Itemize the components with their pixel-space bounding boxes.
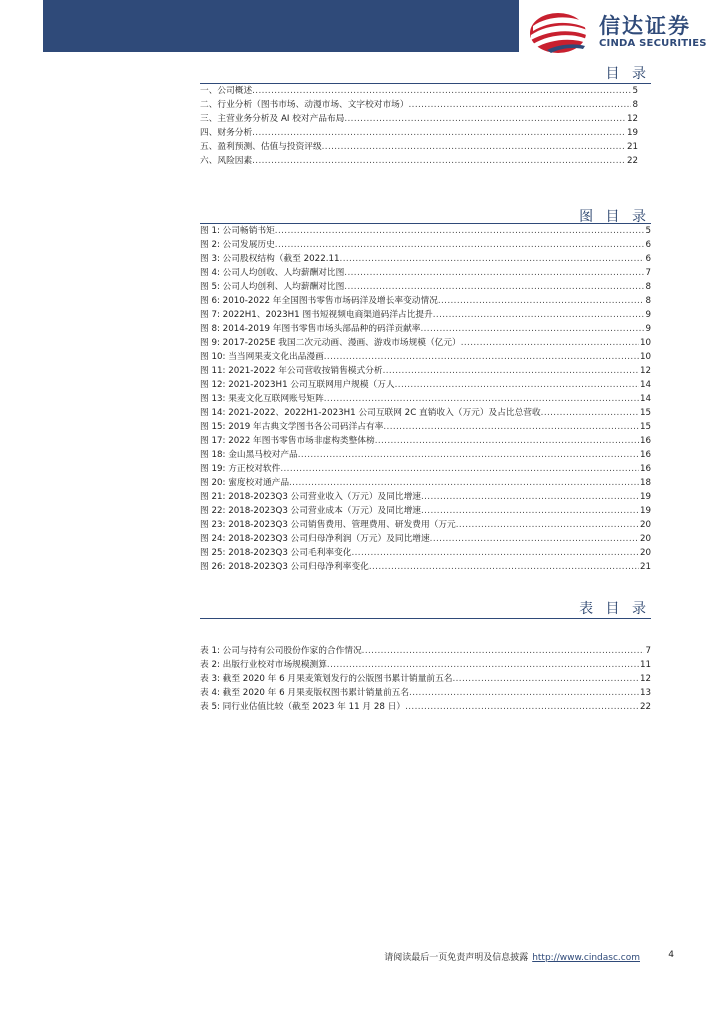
- figure-entry-page: 10: [639, 338, 651, 348]
- contents-entry-page: 21: [626, 142, 638, 152]
- figure-entry-label: 图 21: 2018-2023Q3 公司营业收入（万元）及同比增速: [200, 492, 421, 502]
- figure-entry-page: 9: [645, 310, 651, 320]
- leader-dots: [340, 252, 645, 266]
- figure-entry-label: 图 22: 2018-2023Q3 公司营业成本（万元）及同比增速: [200, 506, 421, 516]
- figure-entry-page: 15: [639, 408, 651, 418]
- table-entry-page: 22: [639, 702, 651, 712]
- figure-entry[interactable]: [200, 252, 651, 266]
- figure-entry-page: 9: [645, 324, 651, 334]
- leader-dots: [324, 350, 639, 364]
- figure-entry-label: 图 6: 2010-2022 年全国图书零售市场码洋及增长率变动情况: [200, 296, 438, 306]
- figure-entry[interactable]: [200, 350, 651, 364]
- figure-entry[interactable]: [200, 224, 651, 238]
- figure-entry-page: 19: [639, 506, 651, 516]
- leader-dots: [298, 448, 639, 462]
- figure-entry-page: 20: [639, 548, 651, 558]
- figure-entry[interactable]: [200, 406, 651, 420]
- figure-entry-label: 图 2: 公司发展历史: [200, 240, 275, 250]
- table-entry[interactable]: [200, 658, 651, 672]
- leader-dots: [420, 322, 644, 336]
- leader-dots: [383, 364, 639, 378]
- figure-entry[interactable]: [200, 266, 651, 280]
- figure-entry-label: 图 26: 2018-2023Q3 公司归母净利率变化: [200, 562, 369, 572]
- contents-entry[interactable]: [200, 98, 638, 112]
- leader-dots: [344, 266, 644, 280]
- figure-entry-label: 图 17: 2022 年图书零售市场非虚构类整体榜: [200, 436, 375, 446]
- figure-entry[interactable]: [200, 532, 651, 546]
- cinda-logo: [527, 10, 717, 56]
- page-footer: [330, 950, 680, 964]
- leader-dots: [452, 672, 638, 686]
- figure-entry-label: 图 3: 公司股权结构（截至 2022.11: [200, 254, 340, 264]
- figure-entry-label: 图 11: 2021-2022 年公司营收按销售模式分析: [200, 366, 383, 376]
- leader-dots: [430, 532, 639, 546]
- leader-dots: [322, 140, 626, 154]
- contents-entry[interactable]: [200, 140, 638, 154]
- table-entry[interactable]: [200, 644, 651, 658]
- contents-entry-page: 22: [626, 156, 638, 166]
- cinda-logo-icon: [527, 10, 593, 56]
- figure-entry[interactable]: [200, 504, 651, 518]
- figure-entry-label: 图 4: 公司人均创收、人均薪酬对比图: [200, 268, 345, 278]
- figure-entry[interactable]: [200, 308, 651, 322]
- tables-title: 表 目 录: [579, 601, 650, 617]
- figures-title: 图 目 录: [579, 209, 650, 225]
- figure-entry-label: 图 8: 2014-2019 年图书零售市场头部品种的码洋贡献率: [200, 324, 421, 334]
- figure-entry-label: 图 5: 公司人均创利、人均薪酬对比图: [200, 282, 345, 292]
- figure-entry-page: 12: [639, 366, 651, 376]
- contents-entry-label: 一、公司概述: [200, 86, 253, 96]
- figure-entry-label: 图 14: 2021-2022、2022H1-2023H1 公司互联网 2C 直销收入（万元）及占比总营收: [200, 408, 541, 418]
- leader-dots: [409, 98, 632, 112]
- figure-entry[interactable]: [200, 364, 651, 378]
- figure-entry[interactable]: [200, 336, 651, 350]
- leader-dots: [438, 294, 645, 308]
- figure-entry-page: 20: [639, 520, 651, 530]
- leader-dots: [421, 490, 639, 504]
- figure-entry[interactable]: [200, 378, 651, 392]
- contents-entry[interactable]: [200, 126, 638, 140]
- figure-entry-page: 6: [645, 240, 651, 250]
- leader-dots: [252, 126, 626, 140]
- leader-dots: [280, 462, 639, 476]
- figure-entry-page: 16: [639, 464, 651, 474]
- leader-dots: [421, 504, 639, 518]
- logo-english-name: CINDA SECURITIES: [599, 38, 707, 49]
- figure-entry-label: 图 1: 公司畅销书矩: [200, 226, 275, 236]
- figure-entry-page: 20: [639, 534, 651, 544]
- figure-entry[interactable]: [200, 490, 651, 504]
- page-number: 4: [668, 950, 674, 960]
- figure-entry-page: 8: [645, 282, 651, 292]
- figure-entry-label: 图 13: 果麦文化互联网账号矩阵: [200, 394, 324, 404]
- leader-dots: [456, 518, 639, 532]
- leader-dots: [369, 560, 639, 574]
- table-entry[interactable]: [200, 700, 651, 714]
- figure-entry-label: 图 24: 2018-2023Q3 公司归母净利润（万元）及同比增速: [200, 534, 430, 544]
- table-entry[interactable]: [200, 686, 651, 700]
- figure-entry-page: 16: [639, 450, 651, 460]
- figure-entry-page: 8: [645, 296, 651, 306]
- tables-list: [200, 644, 651, 714]
- table-entry-label: 表 3: 截至 2020 年 6 月果麦策划发行的公版图书累计销量前五名: [200, 674, 453, 684]
- leader-dots: [324, 392, 639, 406]
- figure-entry-page: 7: [645, 268, 651, 278]
- figure-entry-page: 14: [639, 394, 651, 404]
- figure-entry-label: 图 20: 蜜度校对通产品: [200, 478, 290, 488]
- figure-entry[interactable]: [200, 392, 651, 406]
- contents-entry-page: 12: [626, 114, 638, 124]
- leader-dots: [252, 154, 626, 168]
- figure-entry-page: 16: [639, 436, 651, 446]
- contents-title: 目 录: [605, 66, 650, 82]
- leader-dots: [289, 476, 639, 490]
- contents-entry-page: 5: [632, 86, 638, 96]
- figure-entry-page: 6: [645, 254, 651, 264]
- figure-entry[interactable]: [200, 280, 651, 294]
- table-entry-page: 12: [639, 674, 651, 684]
- leader-dots: [405, 700, 639, 714]
- footer-url-link[interactable]: http://www.cindasc.com: [532, 953, 640, 963]
- figure-entry[interactable]: [200, 434, 651, 448]
- contents-entry[interactable]: [200, 112, 638, 126]
- figure-entry[interactable]: [200, 238, 651, 252]
- leader-dots: [433, 308, 645, 322]
- figure-entry-label: 图 23: 2018-2023Q3 公司销售费用、管理费用、研发费用（万元: [200, 520, 456, 530]
- table-entry[interactable]: [200, 672, 651, 686]
- figure-entry-page: 15: [639, 422, 651, 432]
- figure-entry-page: 21: [639, 562, 651, 572]
- leader-dots: [275, 238, 645, 252]
- figure-entry[interactable]: [200, 546, 651, 560]
- figure-entry[interactable]: [200, 560, 651, 574]
- figure-entry[interactable]: [200, 462, 651, 476]
- table-entry-page: 7: [645, 646, 651, 656]
- contents-entry[interactable]: [200, 154, 638, 168]
- leader-dots: [344, 280, 644, 294]
- figure-entry[interactable]: [200, 518, 651, 532]
- leader-dots: [252, 84, 631, 98]
- contents-list: [200, 84, 638, 168]
- figure-entry-page: 14: [639, 380, 651, 390]
- logo-chinese-name: 信达证券: [599, 14, 691, 38]
- leader-dots: [344, 112, 626, 126]
- tables-rule: [200, 618, 651, 619]
- figure-entry-page: 5: [645, 226, 651, 236]
- footer-note: [384, 950, 640, 963]
- figure-entry[interactable]: [200, 476, 651, 490]
- figure-entry-page: 18: [639, 478, 651, 488]
- leader-dots: [409, 686, 639, 700]
- table-entry-label: 表 4: 截至 2020 年 6 月果麦版权图书累计销量前五名: [200, 688, 410, 698]
- figure-entry-page: 10: [639, 352, 651, 362]
- leader-dots: [461, 336, 639, 350]
- leader-dots: [395, 378, 639, 392]
- figure-entry-label: 图 18: 金山黑马校对产品: [200, 450, 298, 460]
- leader-dots: [351, 546, 638, 560]
- contents-entry-label: 二、行业分析（图书市场、动漫市场、文字校对市场）: [200, 100, 409, 110]
- figure-entry-label: 图 19: 方正校对软件: [200, 464, 281, 474]
- table-entry-label: 表 5: 同行业估值比较（截至 2023 年 11 月 28 日）: [200, 702, 406, 712]
- leader-dots: [541, 406, 639, 420]
- leader-dots: [383, 420, 639, 434]
- figure-entry-label: 图 10: 当当网果麦文化出品漫画: [200, 352, 324, 362]
- table-entry-label: 表 2: 出版行业校对市场规模测算: [200, 660, 327, 670]
- figure-entry[interactable]: [200, 448, 651, 462]
- contents-entry-label: 六、风险因素: [200, 156, 253, 166]
- figure-entry-label: 图 15: 2019 年古典文学图书各公司码洋占有率: [200, 422, 384, 432]
- figure-entry-label: 图 7: 2022H1、2023H1 图书短视频电商渠道码洋占比提升: [200, 310, 433, 320]
- figure-entry-label: 图 12: 2021-2023H1 公司互联网用户规模（万人: [200, 380, 395, 390]
- table-entry-label: 表 1: 公司与持有公司股份作家的合作情况: [200, 646, 362, 656]
- figure-entry-page: 19: [639, 492, 651, 502]
- figures-list: [200, 224, 651, 574]
- leader-dots: [375, 434, 639, 448]
- figure-entry[interactable]: [200, 322, 651, 336]
- figure-entry-label: 图 9: 2017-2025E 我国二次元动画、漫画、游戏市场规模（亿元）: [200, 338, 461, 348]
- leader-dots: [362, 644, 645, 658]
- contents-entry-label: 五、盈利预测、估值与投资评级: [200, 142, 322, 152]
- figure-entry[interactable]: [200, 294, 651, 308]
- contents-entry-label: 三、主营业务分析及 AI 校对产品布局: [200, 114, 345, 124]
- figure-entry-label: 图 25: 2018-2023Q3 公司毛利率变化: [200, 548, 352, 558]
- footer-disclaimer: 请阅读最后一页免责声明及信息披露: [384, 953, 529, 963]
- contents-entry-label: 四、财务分析: [200, 128, 253, 138]
- figure-entry[interactable]: [200, 420, 651, 434]
- table-entry-page: 11: [639, 660, 651, 670]
- contents-entry-page: 19: [626, 128, 638, 138]
- header-banner: [43, 0, 519, 52]
- table-entry-page: 13: [639, 688, 651, 698]
- leader-dots: [275, 224, 645, 238]
- contents-entry-page: 8: [632, 100, 638, 110]
- contents-entry[interactable]: [200, 84, 638, 98]
- leader-dots: [327, 658, 639, 672]
